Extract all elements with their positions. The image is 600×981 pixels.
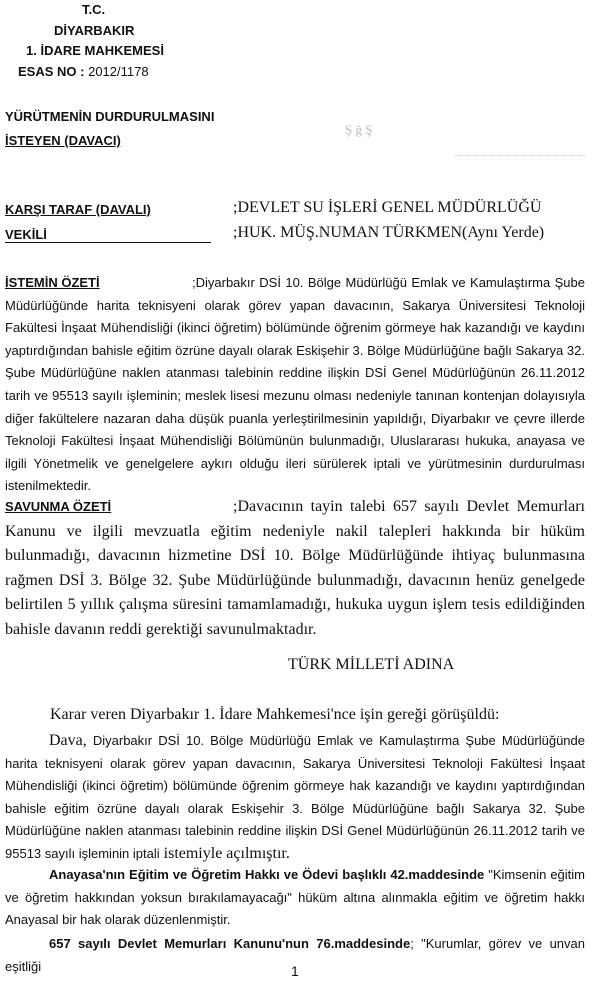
- defense-summary: [5, 495, 585, 642]
- case-number: [18, 64, 149, 79]
- defendant-label: KARŞI TARAF (DAVALI): [5, 202, 151, 217]
- constitution-bold: Anayasa'nın Eğitim ve Öğretim Hakkı ve Ödevi başlıklı 42.maddesinde: [49, 867, 485, 882]
- header-city: DİYARBAKIR: [54, 23, 135, 38]
- header-court: 1. İDARE MAHKEMESİ: [26, 43, 164, 58]
- verdict-heading: TÜRK MİLLETİ ADINA: [288, 656, 455, 673]
- claim-summary-text: ;Diyarbakır DSİ 10. Bölge Müdürlüğü Emlak ve Kamulaştırma Şube Müdürlüğünde harita teknisyeni olarak görev yapan davacının, Sakarya Üniversitesi Teknoloji Fakültesi İnşaat Mühendisliği (ikinci öğretim) bölümünde öğrenim görmeye hak kazandığı ve kaydını yaptırdığından bahisle eğitim özrüne dayalı olarak Eskişehir 3. Bölge Müdürlüğüne bağlı Sakarya 32. Şube Müdürlüğüne naklen atanması talebinin reddine ilişkin DSİ Genel Müdürlüğünün 26.11.2012 tarih ve 95513 sayılı işleminin; meslek lisesi mezunu olması nedeniyle tanınan kontenjan dolayısıyla diğer fakültelere nazaran daha düşük puanla yerleştirilmesinin yapıldığı, Diyarbakır ve çevre illerde Teknoloji Fakültesi İnşaat Mühendisliği Bölümünün bulunmadığı, Uluslararası hukuka, anayasa ve ilgili Yönetmelik ve genelgelere aykırı olduğu ileri sürülerek iptali ve yürütmesinin durdurulması istenilmektedir.: [5, 275, 585, 494]
- verdict-intro: Karar veren Diyarbakır 1. İdare Mahkemesi'nce işin gereği görüşüldü:: [50, 706, 500, 723]
- defendant-value: ;DEVLET SU İŞLERİ GENEL MÜDÜRLÜĞÜ: [233, 199, 542, 216]
- section-title: YÜRÜTMENİN DURDURULMASINI: [5, 109, 215, 124]
- plaintiff-faded-line: [455, 155, 585, 164]
- claim-summary: [5, 272, 585, 498]
- case-lead: Dava,: [49, 732, 87, 749]
- constitution-text: "Kimsenin eğitim ve öğretim hakkından yoksun bırakılamayacağı" hüküm altına alınmakla eğitim ve öğretim hakkı Anayasal bir hak olarak düzenlenmiştir.: [5, 867, 585, 928]
- case-paragraph: [5, 730, 585, 866]
- case-number-value: 2012/1178: [88, 64, 149, 79]
- defense-summary-label: SAVUNMA ÖZETİ: [5, 499, 112, 514]
- case-text: Diyarbakır DSİ 10. Bölge Müdürlüğü Emlak ve Kamulaştırma Şube Müdürlüğünde harita teknisyeni olarak görev yapan davacının, Sakarya Üniversitesi Teknoloji Fakültesi İnşaat Mühendisliği (ikinci öğretim) bölümünde öğrenim görmeye hak kazandığı ve kaydını yaptırdığından bahisle eğitim özrüne dayalı olarak Eskişehir 3. Bölge Müdürlüğüne bağlı Sakarya 32. Şube Müdürlüğüne naklen atanması talebinin reddine ilişkin DSİ Genel Müdürlüğünün 26.11.2012 tarih ve 95513 sayılı işleminin iptali: [5, 733, 585, 861]
- defense-summary-text: ;Davacının tayin talebi 657 sayılı Devlet Memurları Kanunu ve ilgili mevzuatla eğitim nedeniyle nakil talepleri hakkında bir hüküm bulunmadığı, davacının hizmetine DSİ 10. Bölge Müdürlüğünde ihtiyaç bulunmasına rağmen DSİ 3. Bölge 32. Şube Müdürlüğünde bulunmadığı, davacının henüz genelgede belirtilen 5 yıllık çalışma süresini tamamlamadığı, hukuka uygun işlem tesis edildiğinden bahisle davanın reddi gerektiği savunulmaktadır.: [5, 498, 585, 638]
- claim-summary-label: İSTEMİN ÖZETİ: [5, 275, 100, 290]
- attorney-value: ;HUK. MÜŞ.NUMAN TÜRKMEN(Aynı Yerde): [233, 224, 545, 241]
- header-tc: T.C.: [82, 2, 106, 17]
- plaintiff-label: İSTEYEN (DAVACI): [5, 133, 121, 148]
- case-tail: istemiyle açılmıştır.: [159, 844, 290, 862]
- law-bold: 657 sayılı Devlet Memurları Kanunu'nun 76.maddesinde: [49, 936, 411, 951]
- plaintiff-faded-text: Ş ğ Ş: [345, 122, 373, 137]
- page-number: 1: [291, 963, 299, 979]
- constitution-paragraph: [5, 864, 585, 932]
- law-text: ; "Kurumlar, görev ve unvan eşitliği: [5, 936, 585, 974]
- case-number-label: ESAS NO :: [18, 64, 85, 79]
- attorney-label: VEKİLİ: [5, 227, 211, 243]
